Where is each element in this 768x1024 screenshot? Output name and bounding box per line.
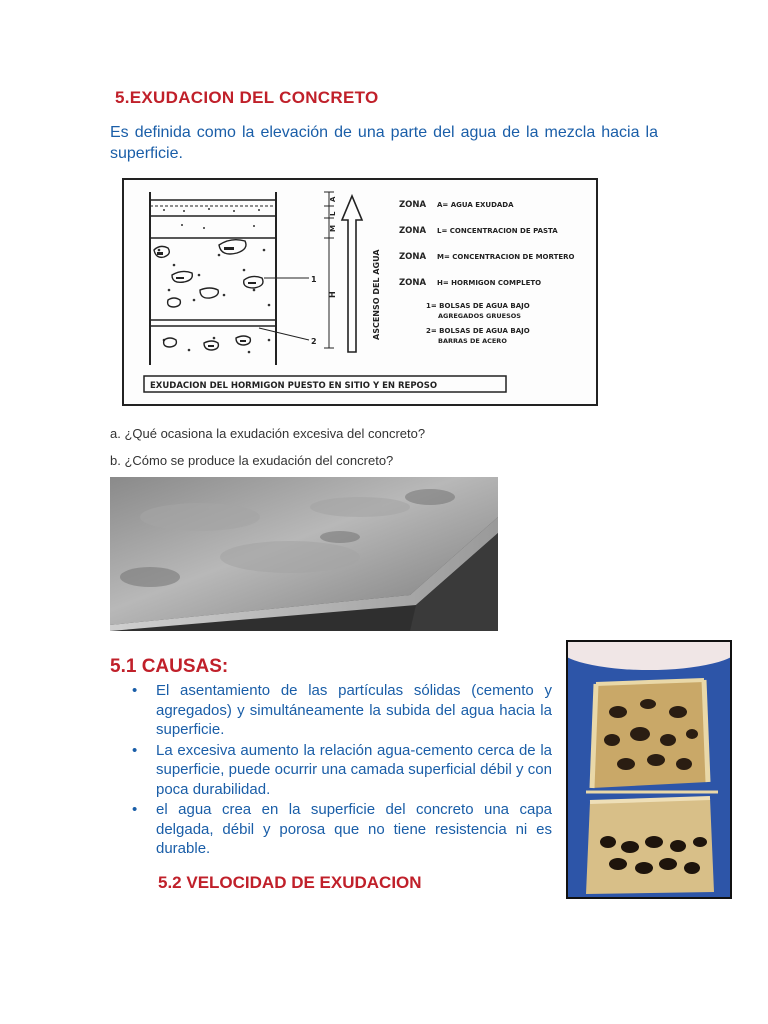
intro-paragraph: Es definida como la elevación de una parte del agua de la mezcla hacia la superficie. <box>110 124 658 162</box>
question-b: b. ¿Cómo se produce la exudación del concreto? <box>110 453 394 468</box>
list-item: • La excesiva aumento la relación agua-cemento cerca de la superficie, puede ocurrir una camada superficial débil y con poca durabilidad. <box>132 741 552 798</box>
height-label-m: M <box>329 225 337 232</box>
section-title: 5.EXUDACION DEL CONCRETO <box>115 88 379 107</box>
legend-zone-h-text: H= HORMIGON COMPLETO <box>437 279 542 287</box>
question-a: a. ¿Qué ocasiona la exudación excesiva del concreto? <box>110 426 426 441</box>
legend-zone-a-text: A= AGUA EXUDADA <box>437 201 514 209</box>
concrete-slab-photo <box>110 477 498 631</box>
velocity-heading: 5.2 VELOCIDAD DE EXUDACION <box>158 873 422 892</box>
legend-zone-m-text: M= CONCENTRACION DE MORTERO <box>437 253 575 261</box>
diagram-caption: EXUDACION DEL HORMIGON PUESTO EN SITIO Y EN REPOSO <box>150 381 438 391</box>
causes-heading: 5.1 CAUSAS: <box>110 656 229 677</box>
bullet-icon: • <box>132 682 138 699</box>
note-1-line1: 1= BOLSAS DE AGUA BAJO <box>426 302 530 310</box>
list-item: • el agua crea en la superficie del concreto una capa delgada, débil y porosa que no tiene resistencia ni es durable. <box>132 801 552 857</box>
legend-zone-m-word: ZONA <box>399 252 427 262</box>
height-label-l: L <box>329 211 337 216</box>
bleeding-diagram <box>122 178 598 406</box>
legend-zone-l-text: L= CONCENTRACION DE PASTA <box>437 227 558 235</box>
note-2-line1: 2= BOLSAS DE AGUA BAJO <box>426 327 530 335</box>
water-rise-arrow-icon <box>342 196 362 352</box>
bleeding-test-photo <box>566 640 732 899</box>
axis-label: ASCENSO DEL AGUA <box>372 249 381 340</box>
height-label-h: H <box>328 291 337 298</box>
callout-2: 2 <box>311 337 317 346</box>
callout-1: 1 <box>311 275 317 284</box>
legend-zone-a-word: ZONA <box>399 200 427 210</box>
note-1-line2: AGREGADOS GRUESOS <box>438 312 521 320</box>
list-item: • El asentamiento de las partículas sólidas (cemento y agregados) y simultáneamente la subida del agua hacia la superficie. <box>132 682 552 738</box>
bullet-icon: • <box>132 741 138 759</box>
bullet-icon: • <box>132 801 138 818</box>
height-label-a: A <box>329 196 337 202</box>
note-2-line2: BARRAS DE ACERO <box>438 337 507 345</box>
legend-zone-l-word: ZONA <box>399 226 427 236</box>
legend-zone-h-word: ZONA <box>399 278 427 288</box>
causes-list <box>130 681 552 860</box>
